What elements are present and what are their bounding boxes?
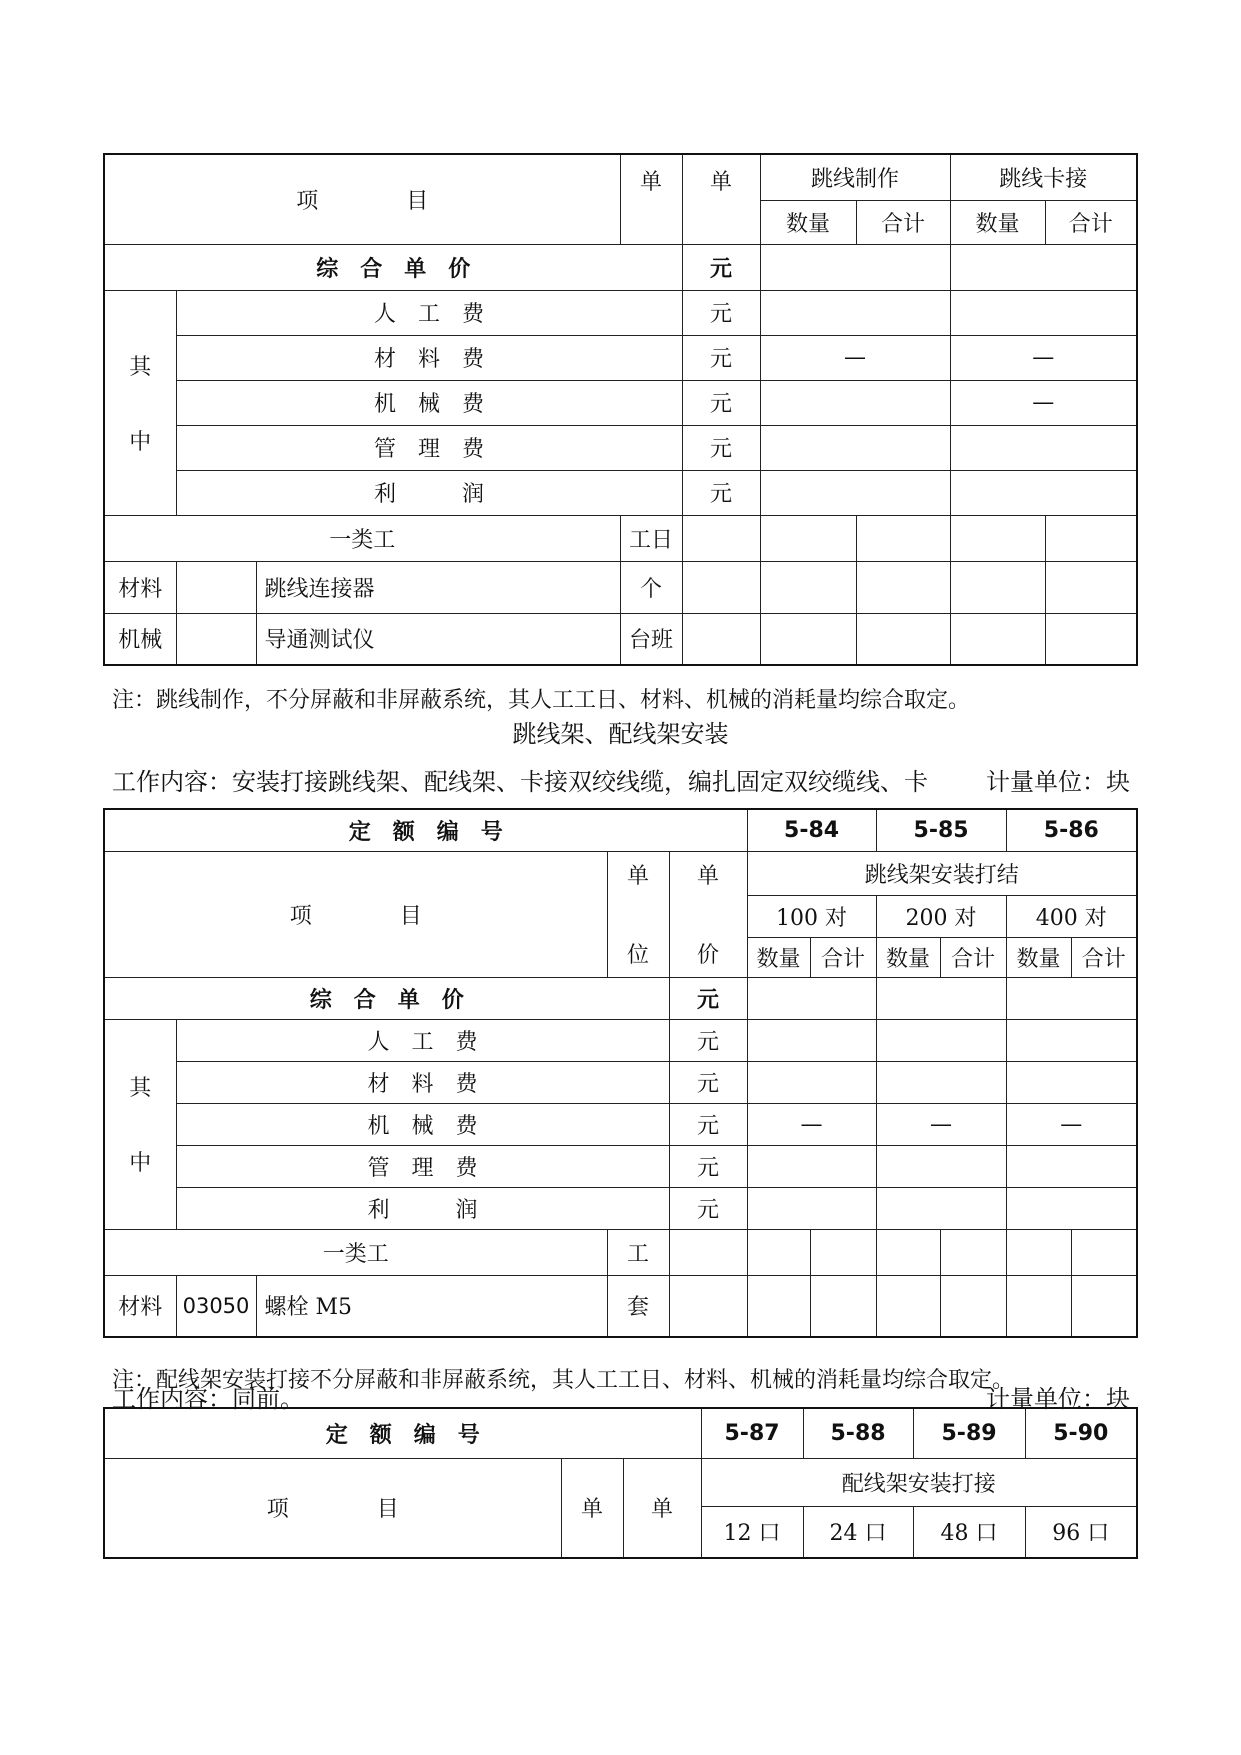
distribution-frame-quota-table: [103, 1407, 1138, 1559]
labor-cost-label: 人 工 费: [176, 290, 682, 335]
material-code: 03050: [176, 1275, 256, 1337]
quota-code: 5-89: [913, 1408, 1025, 1458]
labor-cost-label: 人 工 费: [176, 1019, 669, 1061]
material-label: 材料: [104, 1275, 176, 1337]
machine-label: 机械: [104, 613, 176, 665]
work-content: 工作内容：同前。: [112, 1385, 304, 1413]
dash-cell: —: [760, 335, 950, 380]
unit-char-2: 位: [626, 943, 649, 968]
size-header: 96 口: [1025, 1506, 1137, 1558]
unit-label: 元: [682, 425, 760, 470]
cell: [1006, 1229, 1071, 1275]
unit-header: 单: [620, 154, 682, 244]
machine-unit: 台班: [620, 613, 682, 665]
cell: [669, 1275, 747, 1337]
cell: [682, 515, 760, 561]
cell: [876, 977, 1006, 1019]
unit-label: 元: [682, 380, 760, 425]
unit-price-header: 单: [623, 1458, 701, 1558]
cell: [1071, 1275, 1137, 1337]
total-header: 合计: [856, 200, 950, 244]
machine-name: 导通测试仪: [256, 613, 620, 665]
cell: [1006, 1019, 1137, 1061]
of-which-char-2: 中: [129, 1151, 152, 1176]
work-content: 工作内容：安装打接跳线架、配线架、卡接双绞线缆，编扎固定双绞缆线、卡: [112, 768, 928, 796]
cell: [950, 561, 1045, 613]
dash-cell: —: [950, 380, 1137, 425]
profit-label: 利 润: [176, 1187, 669, 1229]
cell: [876, 1275, 940, 1337]
material-unit: 个: [620, 561, 682, 613]
measure-unit: 计量单位：块: [986, 1385, 1130, 1413]
profit-label: 利 润: [176, 470, 682, 515]
dash-cell: —: [1006, 1103, 1137, 1145]
cell: [1045, 613, 1137, 665]
size-header: 200 对: [876, 895, 1006, 937]
material-name: 螺栓 M5: [256, 1275, 607, 1337]
qty-header: 数量: [747, 937, 810, 977]
size-header: 400 对: [1006, 895, 1137, 937]
unit-label: 元: [669, 1187, 747, 1229]
cell: [876, 1145, 1006, 1187]
cell: [1071, 1229, 1137, 1275]
unit-char-1: 单: [626, 864, 649, 889]
cell: [669, 1229, 747, 1275]
jumper-quota-table: [103, 153, 1138, 666]
cell: [876, 1229, 940, 1275]
cell: [760, 380, 950, 425]
unit-label: 元: [669, 977, 747, 1019]
worker-unit: 工日: [620, 515, 682, 561]
unit-label: 元: [682, 335, 760, 380]
of-which-label: [104, 1019, 176, 1229]
unit-label: 元: [682, 470, 760, 515]
dash-cell: —: [747, 1103, 876, 1145]
cell: [747, 977, 876, 1019]
mgmt-cost-label: 管 理 费: [176, 425, 682, 470]
cell: [1045, 561, 1137, 613]
cell: [950, 244, 1137, 290]
of-which-char-1: 其: [129, 354, 152, 380]
unit-label: 元: [682, 244, 760, 290]
spacer: [105, 1102, 176, 1146]
spacer: [670, 890, 747, 938]
note-1: 注：跳线制作，不分屏蔽和非屏蔽系统，其人工工日、材料、机械的消耗量均综合取定。: [112, 688, 971, 713]
cell: [176, 561, 256, 613]
group-header: 跳线架安装打结: [747, 851, 1137, 895]
cell: [1006, 1187, 1137, 1229]
cell: [1006, 1145, 1137, 1187]
spacer: [608, 890, 669, 938]
section-title: 跳线架、配线架安装: [512, 720, 729, 748]
unit-header: 单: [561, 1458, 623, 1558]
material-cost-label: 材 料 费: [176, 1061, 669, 1103]
group-header: 配线架安装打接: [701, 1458, 1137, 1506]
cell: [760, 244, 950, 290]
cell: [747, 1275, 810, 1337]
material-unit: 套: [607, 1275, 669, 1337]
cell: [876, 1187, 1006, 1229]
price-char-1: 单: [697, 864, 720, 889]
measure-unit: 计量单位：块: [986, 768, 1130, 796]
qty-header: 数量: [950, 200, 1045, 244]
of-which-char-2: 中: [129, 429, 152, 455]
unit-price-label: 综 合 单 价: [104, 244, 682, 290]
cell: [856, 613, 950, 665]
cell: [176, 613, 256, 665]
size-header: 48 口: [913, 1506, 1025, 1558]
cell: [760, 561, 856, 613]
unit-label: 元: [669, 1019, 747, 1061]
mgmt-cost-label: 管 理 费: [176, 1145, 669, 1187]
cell: [810, 1229, 876, 1275]
cell: [950, 613, 1045, 665]
qty-header: 数量: [760, 200, 856, 244]
cell: [760, 515, 856, 561]
cell: [950, 515, 1045, 561]
cell: [682, 561, 760, 613]
cell: [760, 290, 950, 335]
item-header: 项 目: [104, 154, 620, 244]
cell: [1006, 1061, 1137, 1103]
note-2: 注：配线架安装打接不分屏蔽和非屏蔽系统，其人工工日、材料、机械的消耗量均综合取定。: [112, 1368, 1015, 1393]
dash-cell: —: [950, 335, 1137, 380]
unit-label: 元: [669, 1145, 747, 1187]
total-header: 合计: [1071, 937, 1137, 977]
cell: [810, 1275, 876, 1337]
cell: [1006, 1275, 1071, 1337]
qty-header: 数量: [876, 937, 940, 977]
unit-price-label: 综 合 单 价: [104, 977, 669, 1019]
cell: [1045, 515, 1137, 561]
unit-header: [607, 851, 669, 977]
cell: [856, 515, 950, 561]
unit-label: 元: [669, 1103, 747, 1145]
total-header: 合计: [1045, 200, 1137, 244]
unit-label: 元: [669, 1061, 747, 1103]
cell: [682, 613, 760, 665]
cell: [760, 425, 950, 470]
cell: [747, 1061, 876, 1103]
quota-number-label: 定 额 编 号: [104, 809, 747, 851]
item-header: 项 目: [104, 1458, 561, 1558]
spacer: [105, 381, 176, 425]
of-which-label: [104, 290, 176, 515]
cell: [940, 1229, 1006, 1275]
quota-code: 5-86: [1006, 809, 1137, 851]
unit-price-header: 单: [682, 154, 760, 244]
cell: [747, 1229, 810, 1275]
cell: [950, 425, 1137, 470]
group-header-clip: 跳线卡接: [950, 154, 1137, 200]
cell: [876, 1061, 1006, 1103]
group-header-make: 跳线制作: [760, 154, 950, 200]
worker-label: 一类工: [104, 1229, 607, 1275]
cell: [876, 1019, 1006, 1061]
total-header: 合计: [940, 937, 1006, 977]
item-header: 项 目: [104, 851, 607, 977]
machine-cost-label: 机 械 费: [176, 380, 682, 425]
price-char-2: 价: [697, 943, 720, 968]
machine-cost-label: 机 械 费: [176, 1103, 669, 1145]
worker-label: 一类工: [104, 515, 620, 561]
cell: [950, 470, 1137, 515]
cell: [747, 1145, 876, 1187]
material-name: 跳线连接器: [256, 561, 620, 613]
patch-panel-quota-table: [103, 808, 1138, 1338]
dash-cell: —: [876, 1103, 1006, 1145]
cell: [856, 561, 950, 613]
size-header: 100 对: [747, 895, 876, 937]
total-header: 合计: [810, 937, 876, 977]
cell: [747, 1187, 876, 1229]
cell: [950, 290, 1137, 335]
cell: [1006, 977, 1137, 1019]
cell: [747, 1019, 876, 1061]
size-header: 24 口: [803, 1506, 913, 1558]
qty-header: 数量: [1006, 937, 1071, 977]
worker-unit: 工: [607, 1229, 669, 1275]
quota-code: 5-87: [701, 1408, 803, 1458]
size-header: 12 口: [701, 1506, 803, 1558]
quota-code: 5-88: [803, 1408, 913, 1458]
unit-price-header: [669, 851, 747, 977]
quota-code: 5-90: [1025, 1408, 1137, 1458]
cell: [760, 470, 950, 515]
cell: [760, 613, 856, 665]
quota-code: 5-84: [747, 809, 876, 851]
of-which-char-1: 其: [129, 1076, 152, 1101]
material-label: 材料: [104, 561, 176, 613]
material-cost-label: 材 料 费: [176, 335, 682, 380]
cell: [940, 1275, 1006, 1337]
quota-number-label: 定 额 编 号: [104, 1408, 701, 1458]
quota-code: 5-85: [876, 809, 1006, 851]
unit-label: 元: [682, 290, 760, 335]
